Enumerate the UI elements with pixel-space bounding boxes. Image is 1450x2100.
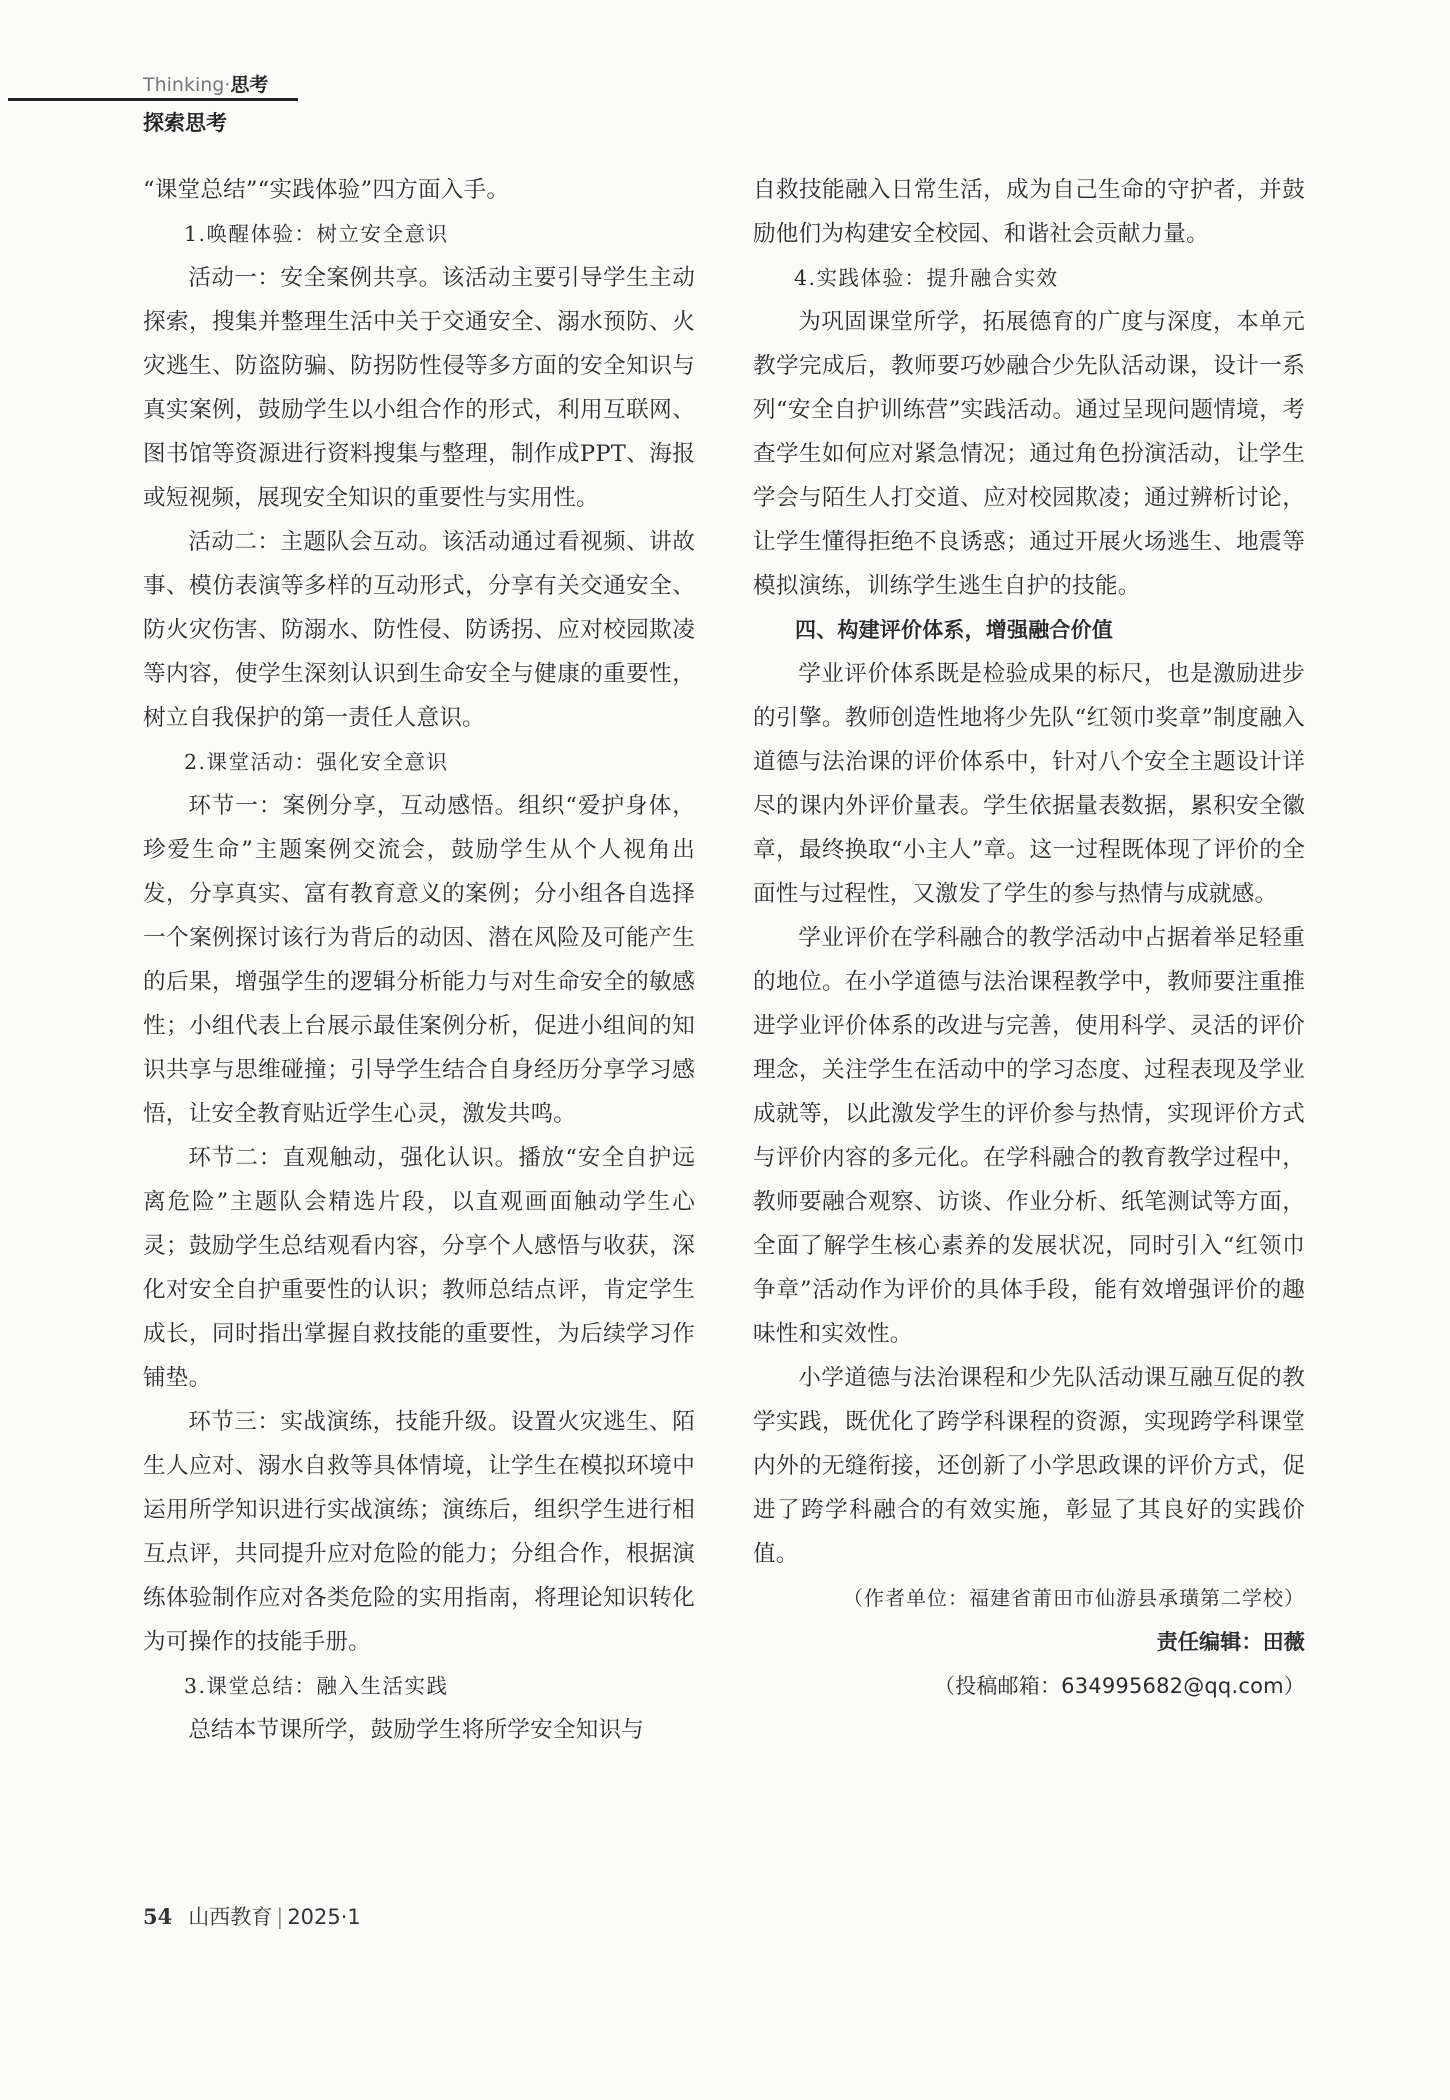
- subheading: 2.课堂活动：强化安全意识: [184, 750, 449, 774]
- author-affiliation: （作者单位：福建省莆田市仙游县承璜第二学校）: [843, 1586, 1305, 1610]
- paragraph: 环节三：实战演练，技能升级。设置火灾逃生、陌生人应对、溺水自救等具体情境，让学生在模拟环境中运用所学知识进行实战演练；演练后，组织学生进行相互点评，共同提升应对危险的能力；分组合作，根据演练体验制作应对各类危险的实用指南，将理论知识转化为可操作的技能手册。: [143, 1409, 695, 1655]
- page-footer: [143, 1901, 361, 1931]
- paragraph: 环节二：直观触动，强化认识。播放“安全自护远离危险”主题队会精选片段，以直观画面触动学生心灵；鼓励学生总结观看内容，分享个人感悟与收获，深化对安全自护重要性的认识；教师总结点评，肯定学生成长，同时指出掌握自救技能的重要性，为后续学习作铺垫。: [143, 1145, 695, 1391]
- page-number: 54: [143, 1904, 173, 1929]
- paragraph: 活动一：安全案例共享。该活动主要引导学生主动探索，搜集并整理生活中关于交通安全、溺水预防、火灾逃生、防盗防骗、防拐防性侵等多方面的安全知识与真实案例，鼓励学生以小组合作的形式，利用互联网、图书馆等资源进行资料搜集与整理，制作成PPT、海报或短视频，展现安全知识的重要性与实用性。: [143, 265, 695, 511]
- paragraph: 总结本节课所学，鼓励学生将所学安全知识与: [188, 1717, 645, 1743]
- header-rule: [8, 98, 298, 101]
- subheading: 4.实践体验：提升融合实效: [794, 266, 1059, 290]
- issue-number: 2025·1: [287, 1905, 361, 1929]
- paragraph: 为巩固课堂所学，拓展德育的广度与深度，本单元教学完成后，教师要巧妙融合少先队活动课，设计一系列“安全自护训练营”实践活动。通过呈现问题情境，考查学生如何应对紧急情况；通过角色扮演活动，让学生学会与陌生人打交道、应对校园欺凌；通过辨析讨论，让学生懂得拒绝不良诱惑；通过开展火场逃生、地震等模拟演练，训练学生逃生自护的技能。: [753, 309, 1305, 599]
- submission-email: （投稿邮箱：634995682@qq.com）: [933, 1674, 1305, 1698]
- section-label: 探索思考: [143, 111, 227, 135]
- paragraph: “课堂总结”“实践体验”四方面入手。: [143, 177, 510, 203]
- header-series: Thinking: [143, 74, 225, 96]
- subheading: 3.课堂总结：融入生活实践: [184, 1674, 449, 1698]
- paragraph: 小学道德与法治课程和少先队活动课互融互促的教学实践，既优化了跨学科课程的资源，实现跨学科课堂内外的无缝衔接，还创新了小学思政课的评价方式，促进了跨学科融合的有效实施，彰显了其良好的实践价值。: [753, 1365, 1305, 1567]
- header-dot: ·: [224, 74, 231, 96]
- paragraph: 活动二：主题队会互动。该活动通过看视频、讲故事、模仿表演等多样的互动形式，分享有关交通安全、防火灾伤害、防溺水、防性侵、防诱拐、应对校园欺凌等内容，使学生深刻认识到生命安全与健康的重要性，树立自我保护的第一责任人意识。: [143, 529, 695, 731]
- paragraph: 学业评价体系既是检验成果的标尺，也是激励进步的引擎。教师创造性地将少先队“红领巾奖章”制度融入道德与法治课的评价体系中，针对八个安全主题设计详尽的课内外评价量表。学生依据量表数据，累积安全徽章，最终换取“小主人”章。这一过程既体现了评价的全面性与过程性，又激发了学生的参与热情与成就感。: [753, 661, 1305, 907]
- paragraph: 自救技能融入日常生活，成为自己生命的守护者，并鼓励他们为构建安全校园、和谐社会贡献力量。: [753, 177, 1305, 247]
- responsible-editor: 责任编辑：田薇: [1156, 1630, 1305, 1654]
- running-header: [143, 70, 268, 97]
- section-heading: 四、构建评价体系，增强融合价值: [795, 618, 1113, 642]
- right-column: [753, 168, 1305, 1708]
- journal-name: 山西教育: [188, 1905, 273, 1929]
- footer-separator: |: [276, 1905, 284, 1929]
- subheading: 1.唤醒体验：树立安全意识: [184, 222, 449, 246]
- header-series-cn: 思考: [230, 74, 269, 96]
- left-column: [143, 168, 695, 1752]
- paragraph: 环节一：案例分享，互动感悟。组织“爱护身体，珍爱生命”主题案例交流会，鼓励学生从个人视角出发，分享真实、富有教育意义的案例；分小组各自选择一个案例探讨该行为背后的动因、潜在风险及可能产生的后果，增强学生的逻辑分析能力与对生命安全的敏感性；小组代表上台展示最佳案例分析，促进小组间的知识共享与思维碰撞；引导学生结合自身经历分享学习感悟，让安全教育贴近学生心灵，激发共鸣。: [143, 793, 695, 1127]
- paragraph: 学业评价在学科融合的教学活动中占据着举足轻重的地位。在小学道德与法治课程教学中，教师要注重推进学业评价体系的改进与完善，使用科学、灵活的评价理念，关注学生在活动中的学习态度、过程表现及学业成就等，以此激发学生的评价参与热情，实现评价方式与评价内容的多元化。在学科融合的教育教学过程中，教师要融合观察、访谈、作业分析、纸笔测试等方面，全面了解学生核心素养的发展状况，同时引入“红领巾争章”活动作为评价的具体手段，能有效增强评价的趣味性和实效性。: [753, 925, 1305, 1347]
